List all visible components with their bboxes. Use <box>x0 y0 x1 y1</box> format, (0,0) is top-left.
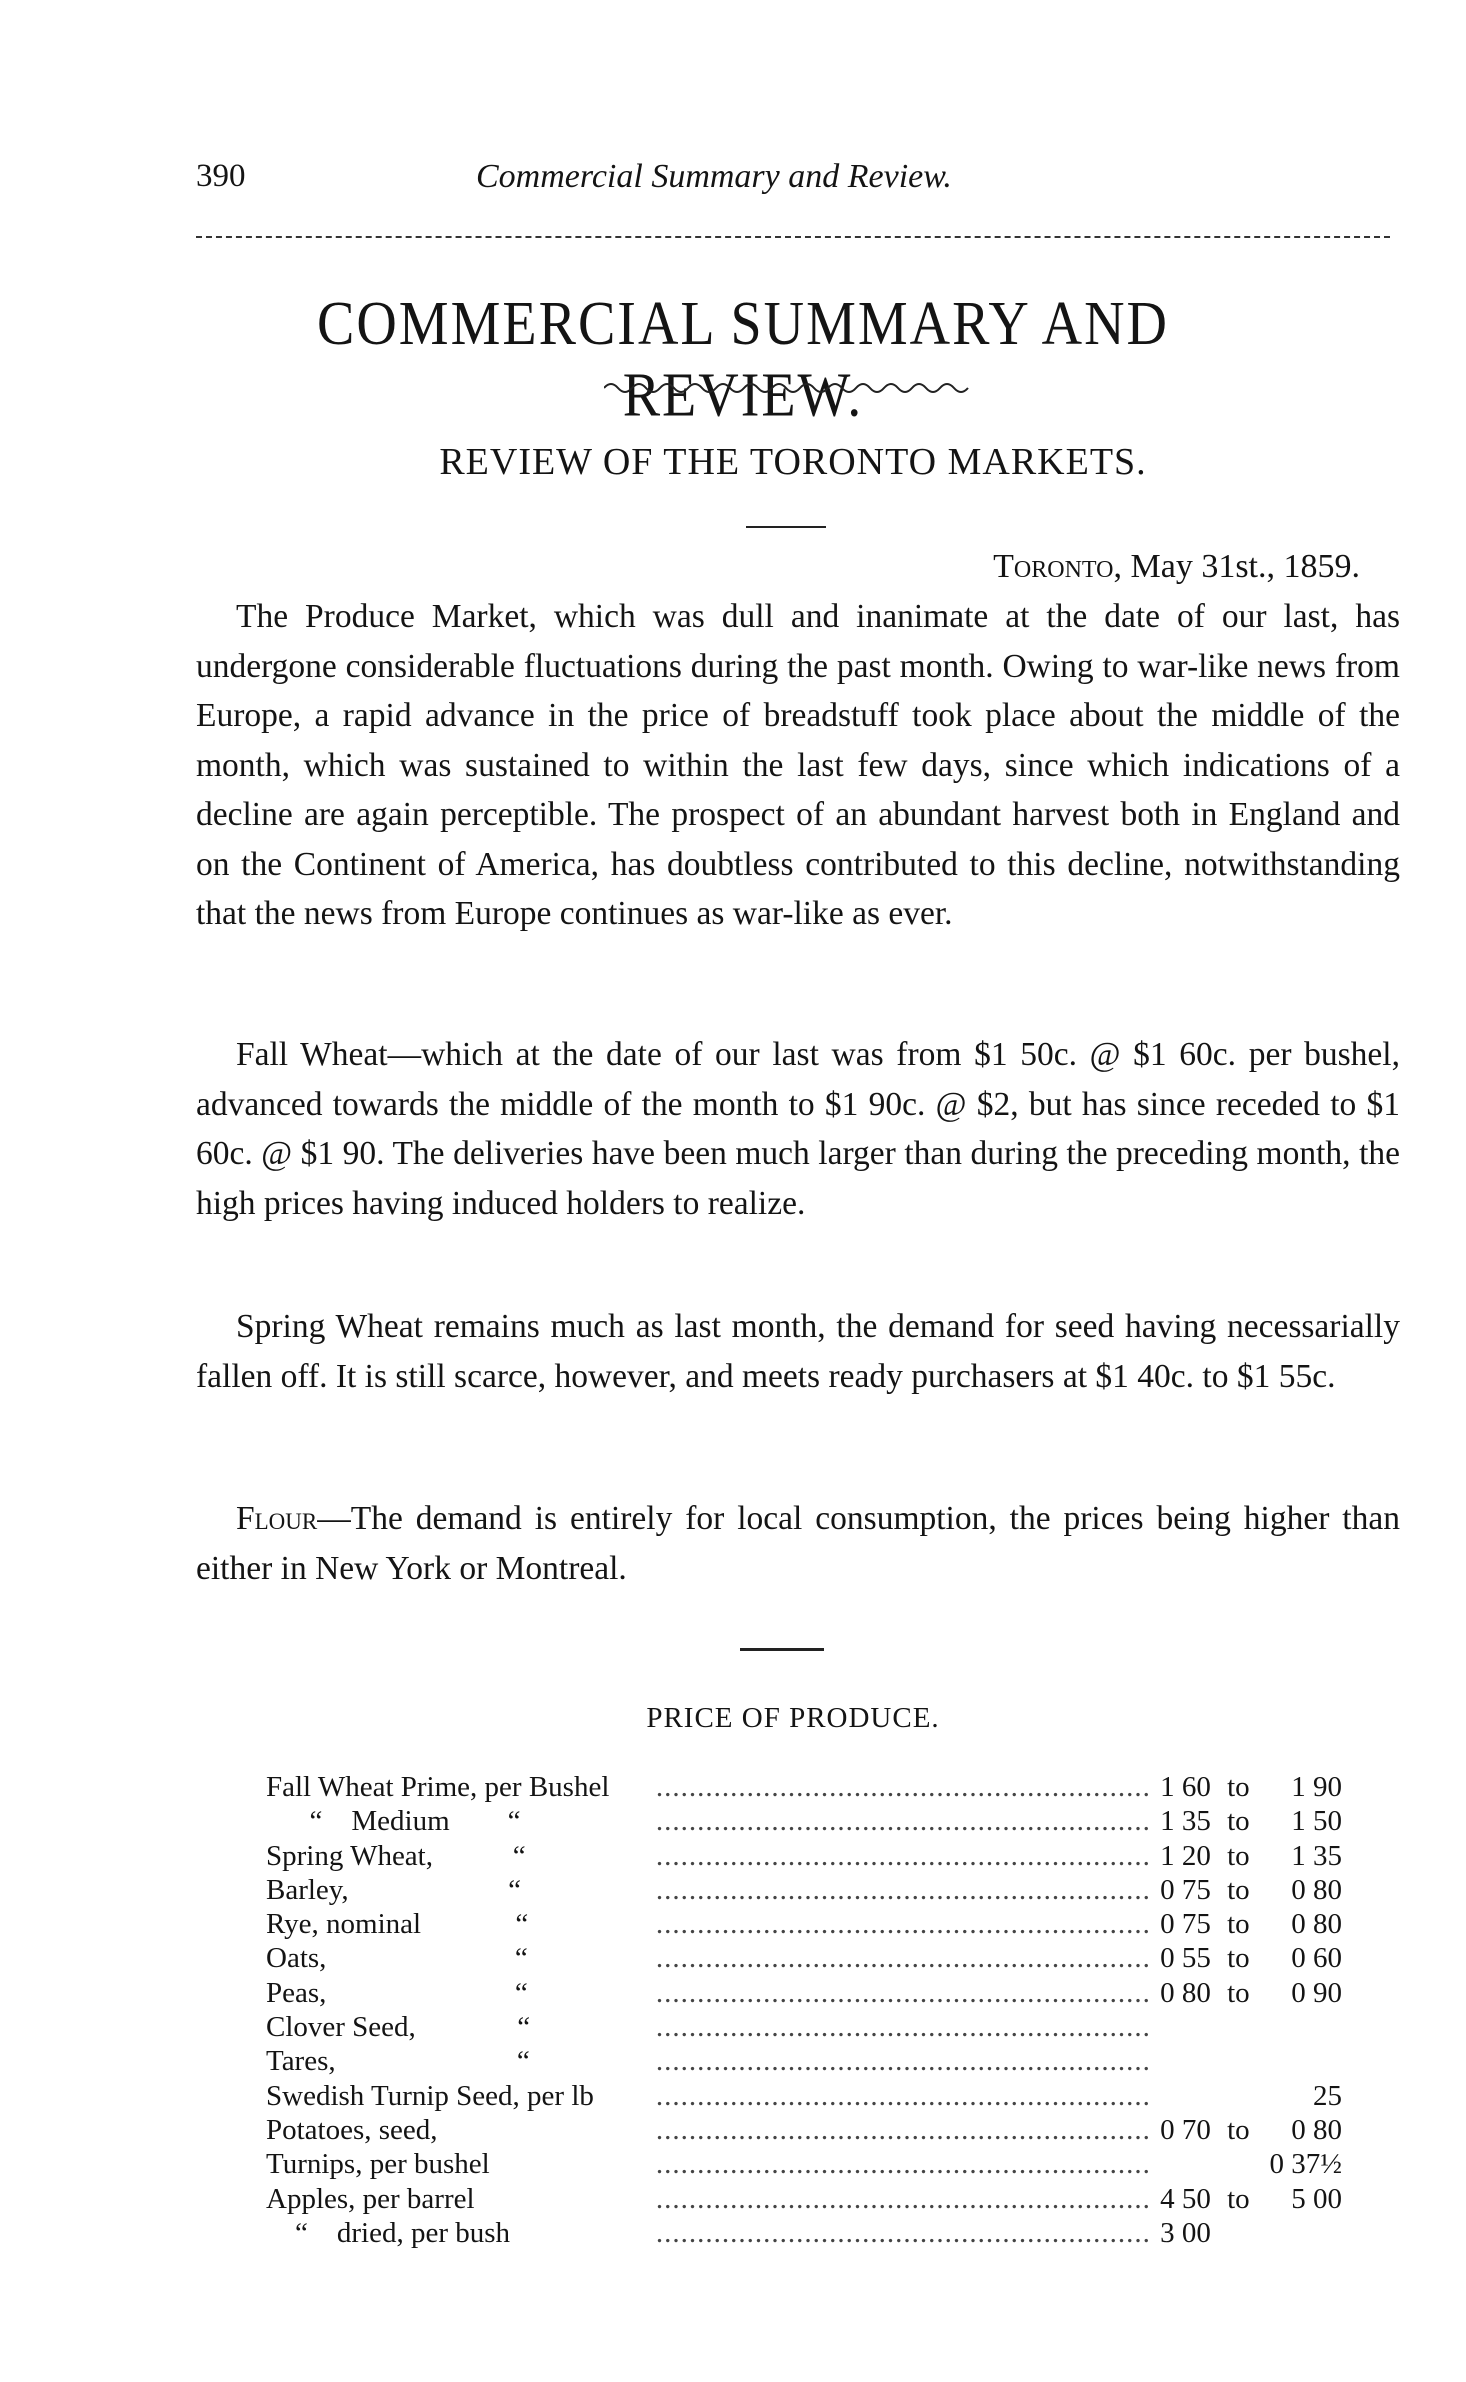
price-to: to <box>1227 1771 1250 1803</box>
price-high: 0 60 <box>1291 1942 1342 1975</box>
table-row <box>266 2216 1342 2250</box>
paragraph-market: The Produce Market, which was dull and inanimate at the date of our last, has undergone considerable fluctuations during the past month. Owing to war-like news from Europe, a rapid advance in the price of breadstuff took place about the middle of the month, which was sustained to within the last few days, since which indications of a decline are again perceptible. The prospect of an abundant harvest both in England and on the Continent of America, has doubtless contributed to this decline, notwithstanding that the news from Europe continues as war-like as ever. <box>196 598 1400 932</box>
price-low: 1 60 <box>1160 1771 1211 1803</box>
table-row <box>266 1770 1342 1804</box>
price-to: to <box>1227 1976 1250 2009</box>
price-to <box>1211 2044 1266 2078</box>
price-low: 1 35 <box>1160 1805 1211 1838</box>
flour-text: —The demand is entirely for local consumption, the prices being higher than either in New York or Montreal. <box>196 1500 1400 1587</box>
paragraph-fall-wheat: Fall Wheat—which at the date of our last was from $1 50c. @ $1 60c. per bushel, advanced towards the middle of the month to $1 90c. @ $2, but has since receded to $1 60c. @ $1 90. The deliveries have been much larger than during the preceding month, the high prices having induced holders to realize. <box>196 1036 1400 1222</box>
price-to: to <box>1227 1805 1250 1838</box>
price-low <box>1151 2044 1211 2078</box>
price-high: 0 80 <box>1291 2113 1342 2146</box>
price-high: 0 90 <box>1291 1976 1342 2009</box>
price-to <box>1211 2079 1266 2113</box>
main-title: COMMERCIAL SUMMARY AND REVIEW. <box>317 289 1169 431</box>
table-row <box>266 2113 1342 2147</box>
price-low <box>1151 2010 1211 2044</box>
price-high <box>1266 2216 1342 2250</box>
table-row <box>266 1976 1342 2010</box>
running-title: Commercial Summary and Review. <box>476 158 952 195</box>
item-name: Peas, “ <box>266 1976 528 2009</box>
flour-label: Flour <box>236 1500 318 1537</box>
page-number: 390 <box>196 158 246 194</box>
dateline <box>993 548 1360 586</box>
table-row <box>266 1839 1342 1873</box>
price-high: 0 37½ <box>1269 2148 1342 2181</box>
item-name: Barley, “ <box>266 1873 522 1906</box>
leader-dots: ............................................................ <box>655 1908 1151 1941</box>
item-name: Swedish Turnip Seed, per lb <box>266 2079 594 2112</box>
price-low: 0 70 <box>1160 2113 1211 2146</box>
price-to <box>1211 2216 1266 2250</box>
price-high: 1 90 <box>1291 1771 1342 1803</box>
price-high: 1 50 <box>1291 1805 1342 1838</box>
price-low: 0 75 <box>1160 1873 1211 1906</box>
price-to: to <box>1227 1839 1250 1872</box>
leader-dots: ............................................................ <box>655 2079 1151 2112</box>
leader-dots: ............................................................ <box>655 1805 1151 1838</box>
leader-dots: ............................................................ <box>655 1839 1151 1872</box>
leader-dots: ............................................................ <box>655 2182 1151 2215</box>
price-high: 0 80 <box>1291 1873 1342 1906</box>
price-to: to <box>1227 2182 1250 2215</box>
table-row <box>266 2147 1342 2181</box>
item-name: “ dried, per bush <box>266 2216 511 2249</box>
table-row <box>266 2010 1342 2044</box>
leader-dots: ............................................................ <box>655 1873 1151 1906</box>
dateline-date: May 31st., 1859. <box>1122 548 1360 585</box>
price-table <box>266 1770 1342 2250</box>
dateline-place: Toronto, <box>993 548 1122 585</box>
item-name: Tares, “ <box>266 2045 530 2078</box>
price-to: to <box>1227 1908 1250 1941</box>
page-header <box>196 158 1386 208</box>
price-low <box>1151 2147 1211 2181</box>
price-low: 0 75 <box>1160 1908 1211 1941</box>
paragraph-spring-wheat: Spring Wheat remains much as last month, the demand for seed having necessarially fallen off. It is still scarce, however, and meets ready purchasers at $1 40c. to $1 55c. <box>196 1308 1400 1395</box>
item-name: Rye, nominal “ <box>266 1908 529 1941</box>
price-low: 4 50 <box>1160 2182 1211 2215</box>
price-low: 3 00 <box>1160 2216 1211 2249</box>
item-name: Clover Seed, “ <box>266 2011 531 2044</box>
price-high: 1 35 <box>1291 1839 1342 1872</box>
item-name: Turnips, per bushel <box>266 2148 490 2181</box>
table-row <box>266 1873 1342 1907</box>
price-to: to <box>1227 2113 1250 2146</box>
table-row <box>266 1804 1342 1838</box>
price-low <box>1151 2079 1211 2113</box>
price-high: 5 00 <box>1291 2182 1342 2215</box>
leader-dots: ............................................................ <box>655 2216 1151 2249</box>
price-to <box>1211 2147 1266 2181</box>
item-name: Fall Wheat Prime, per Bushel <box>266 1771 610 1803</box>
table-row <box>266 2079 1342 2113</box>
item-name: Oats, “ <box>266 1942 528 1975</box>
leader-dots: ............................................................ <box>655 2113 1151 2146</box>
price-high: 25 <box>1313 2079 1342 2112</box>
price-to: to <box>1227 1873 1250 1906</box>
price-to: to <box>1227 1942 1250 1975</box>
price-high <box>1266 2010 1342 2044</box>
section-title: REVIEW OF THE TORONTO MARKETS. <box>439 441 1147 483</box>
price-high: 0 80 <box>1291 1908 1342 1941</box>
header-rule <box>196 236 1390 238</box>
table-row <box>266 1941 1342 1975</box>
price-low: 0 80 <box>1160 1976 1211 2009</box>
price-low: 0 55 <box>1160 1942 1211 1975</box>
leader-dots: ............................................................ <box>655 2148 1151 2181</box>
item-name: Spring Wheat, “ <box>266 1839 526 1872</box>
wavy-ornament <box>604 378 976 398</box>
leader-dots: ............................................................ <box>655 1976 1151 2009</box>
leader-dots: ............................................................ <box>655 2011 1151 2044</box>
price-low: 1 20 <box>1160 1839 1211 1872</box>
leader-dots: ............................................................ <box>655 2045 1151 2078</box>
item-name: Apples, per barrel <box>266 2182 475 2215</box>
paragraph-flour <box>196 1494 1400 1593</box>
table-title: PRICE OF PRODUCE. <box>646 1702 940 1734</box>
leader-dots: ............................................................ <box>655 1771 1151 1803</box>
leader-dots: ............................................................ <box>655 1942 1151 1975</box>
table-row <box>266 1907 1342 1941</box>
price-high <box>1266 2044 1342 2078</box>
table-rule <box>740 1648 824 1651</box>
item-name: “ Medium “ <box>266 1805 521 1838</box>
section-rule <box>746 526 826 528</box>
table-row <box>266 2182 1342 2216</box>
table-row <box>266 2044 1342 2078</box>
item-name: Potatoes, seed, <box>266 2113 438 2146</box>
price-to <box>1211 2010 1266 2044</box>
